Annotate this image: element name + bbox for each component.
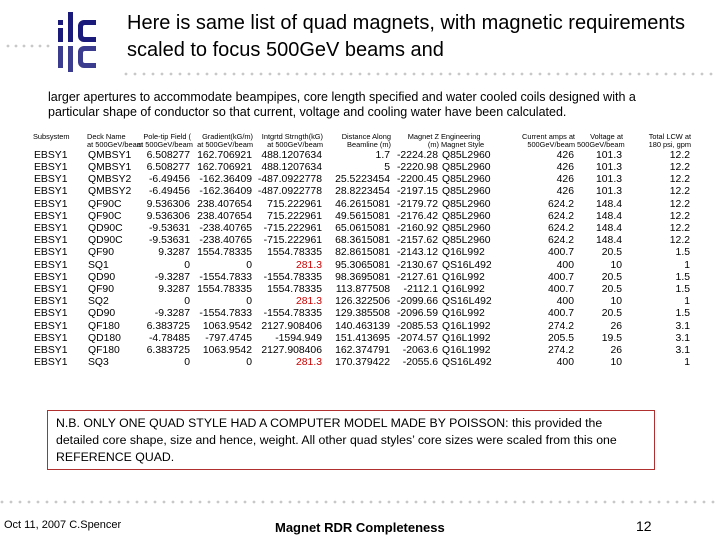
- table-cell: Q85L2960: [442, 198, 491, 210]
- table-cell: EBSY1: [34, 296, 68, 308]
- table-cell: 148.4: [595, 235, 622, 247]
- table-cell: QF90C: [88, 198, 122, 210]
- table-cell: 9.536306: [146, 198, 190, 210]
- column-header: Magnet Style: [441, 140, 485, 150]
- table-cell: QF180: [88, 345, 120, 357]
- table-cell: EBSY1: [34, 247, 68, 259]
- table-cell: 148.4: [595, 198, 622, 210]
- table-cell: 82.8615081: [335, 247, 390, 259]
- table-cell: -2063.6: [402, 345, 438, 357]
- table-cell: 0: [184, 357, 190, 369]
- table-cell: 12.2: [669, 186, 690, 198]
- table-cell: Q85L2960: [442, 210, 491, 222]
- column-header: Intgrtd Strngth(kG): [261, 132, 323, 141]
- table-row: [32, 162, 692, 174]
- table-cell: EBSY1: [34, 210, 68, 222]
- table-cell: 624.2: [547, 198, 574, 210]
- table-cell: 10: [610, 259, 622, 271]
- table-cell: QF90: [88, 284, 114, 296]
- table-cell: 101.3: [595, 162, 622, 174]
- table-cell: 12.2: [669, 149, 690, 161]
- table-cell: 1.7: [375, 149, 390, 161]
- table-cell: EBSY1: [34, 320, 68, 332]
- column-header: Subsystem: [33, 132, 70, 141]
- table-cell: SQ2: [88, 296, 109, 308]
- table-cell: 1: [684, 259, 690, 271]
- table-row: [32, 272, 692, 284]
- table-cell: -2220.98: [396, 162, 438, 174]
- table-cell: 715.222961: [267, 198, 322, 210]
- table-cell: 426: [556, 186, 574, 198]
- table-cell: 205.5: [547, 332, 574, 344]
- table-cell: EBSY1: [34, 345, 68, 357]
- table-cell: 20.5: [601, 308, 622, 320]
- table-cell: 126.322506: [335, 296, 390, 308]
- table-cell: 400: [556, 296, 574, 308]
- column-header: 180 psi, gpm: [648, 140, 691, 150]
- table-cell: 488.1207634: [261, 149, 322, 161]
- table-cell: Q16L1992: [442, 320, 491, 332]
- table-cell: 113.877508: [335, 284, 390, 296]
- table-cell: 148.4: [595, 223, 622, 235]
- table-cell: QD90C: [88, 235, 123, 247]
- table-cell: 426: [556, 174, 574, 186]
- table-cell: EBSY1: [34, 259, 68, 271]
- page-number: 12: [636, 518, 652, 534]
- table-cell: Q16L992: [442, 247, 485, 259]
- table-cell: 101.3: [595, 186, 622, 198]
- table-cell: 426: [556, 149, 574, 161]
- column-header: Distance Along: [341, 132, 391, 141]
- table-cell: 0: [246, 357, 252, 369]
- table-cell: 10: [610, 357, 622, 369]
- table-cell: 1554.78335: [197, 247, 252, 259]
- table-cell: 1: [684, 357, 690, 369]
- table-cell: -2157.62: [396, 235, 438, 247]
- table-cell: Q16L1992: [442, 345, 491, 357]
- slide-title: Here is same list of quad magnets, with magnetic requirements scaled to focus 500GeV beams and: [127, 12, 686, 61]
- table-cell: 1.5: [675, 284, 690, 296]
- table-cell: EBSY1: [34, 271, 68, 283]
- table-cell: 6.383725: [146, 345, 190, 357]
- table-cell: 26: [610, 345, 622, 357]
- table-cell: SQ1: [88, 259, 109, 271]
- table-cell: 2127.908406: [261, 345, 322, 357]
- table-cell: 1.5: [675, 308, 690, 320]
- footer-title: Magnet RDR Completeness: [275, 520, 445, 535]
- note-box: N.B. ONLY ONE QUAD STYLE HAD A COMPUTER MODEL MADE BY POISSON: this provided the detailed core shape, size and hence, weight. All other quad styles’ core sizes were scaled from this one REFERENCE QUAD.: [47, 410, 655, 470]
- table-cell: Q85L2960: [442, 174, 491, 186]
- table-cell: 101.3: [595, 174, 622, 186]
- table-cell: 12.2: [669, 198, 690, 210]
- column-header: at 500GeV/beam: [137, 140, 193, 150]
- table-cell: 95.3065081: [335, 259, 390, 271]
- table-cell: 25.5223454: [335, 174, 390, 186]
- table-row: [32, 199, 692, 211]
- table-cell: -6.49456: [148, 186, 190, 198]
- column-header: Voltage at: [590, 132, 623, 141]
- footer-date-author: Oct 11, 2007 C.Spencer: [4, 519, 122, 531]
- table-cell: Q16L992: [442, 308, 485, 320]
- table-cell: -1554.7833: [199, 271, 252, 283]
- table-cell: 274.2: [547, 320, 574, 332]
- column-header: Total LCW at: [648, 132, 691, 141]
- table-row: [32, 357, 692, 369]
- table-cell: 9.3287: [158, 247, 190, 259]
- table-cell: QS16L492: [442, 357, 492, 369]
- table-cell: 129.385508: [335, 308, 390, 320]
- table-cell: QMBSY2: [88, 174, 132, 186]
- column-header: [32, 141, 86, 149]
- table-cell: 98.3695081: [335, 271, 390, 283]
- table-cell: 1: [684, 296, 690, 308]
- table-cell: -4.78485: [148, 332, 190, 344]
- table-cell: 1063.9542: [202, 320, 252, 332]
- table-cell: 1.5: [675, 271, 690, 283]
- table-cell: QMBSY1: [88, 149, 132, 161]
- table-cell: 624.2: [547, 235, 574, 247]
- column-header: Gradient(kG/m): [202, 132, 253, 141]
- table-cell: 1063.9542: [202, 345, 252, 357]
- table-cell: Q16L992: [442, 271, 485, 283]
- table-cell: QMBSY1: [88, 162, 132, 174]
- table-cell: -1594.949: [275, 332, 322, 344]
- table-cell: -1554.78335: [263, 308, 322, 320]
- table-cell: Q85L2960: [442, 186, 491, 198]
- column-header: Beamline (m): [347, 140, 391, 150]
- intro-paragraph: larger apertures to accommodate beampipes, core length specified and water cooled coils designed with a particular shape of conductor so that current, voltage and cooling water have been calculated.: [48, 90, 636, 119]
- table-cell: EBSY1: [34, 198, 68, 210]
- column-header: Pole-tip Field (: [143, 132, 191, 141]
- table-cell: EBSY1: [34, 332, 68, 344]
- table-cell: -162.36409: [199, 174, 252, 186]
- table-cell: -715.222961: [263, 235, 322, 247]
- table-row: [32, 296, 692, 308]
- table-cell: 0: [184, 259, 190, 271]
- table-cell: EBSY1: [34, 223, 68, 235]
- table-cell: 20.5: [601, 247, 622, 259]
- table-cell: Q85L2960: [442, 223, 491, 235]
- table-cell: 238.407654: [197, 210, 252, 222]
- table-row: [32, 284, 692, 296]
- table-cell: QF90: [88, 247, 114, 259]
- table-cell: QD180: [88, 332, 121, 344]
- table-cell: 624.2: [547, 223, 574, 235]
- table-row: [32, 150, 692, 162]
- table-row: [32, 345, 692, 357]
- table-cell: 238.407654: [197, 198, 252, 210]
- table-cell: 5: [384, 162, 390, 174]
- table-cell: 2127.908406: [261, 320, 322, 332]
- table-cell: 26: [610, 320, 622, 332]
- column-header: Current amps at: [522, 132, 575, 141]
- table-cell: 68.3615081: [335, 235, 390, 247]
- table-cell: 65.0615081: [335, 223, 390, 235]
- table-cell: 1554.78335: [267, 284, 322, 296]
- table-cell: 10: [610, 296, 622, 308]
- table-cell: Q85L2960: [442, 149, 491, 161]
- table-cell: 400.7: [547, 308, 574, 320]
- table-cell: -9.53631: [148, 235, 190, 247]
- table-row: [32, 247, 692, 259]
- table-cell: 281.3: [295, 357, 322, 369]
- table-cell: 20.5: [601, 284, 622, 296]
- table-cell: 12.2: [669, 162, 690, 174]
- table-cell: 12.2: [669, 174, 690, 186]
- table-cell: 6.508277: [146, 149, 190, 161]
- table-cell: 400.7: [547, 284, 574, 296]
- table-cell: 170.379422: [335, 357, 390, 369]
- table-cell: 400: [556, 357, 574, 369]
- table-cell: 12.2: [669, 223, 690, 235]
- table-cell: 3.1: [675, 345, 690, 357]
- table-cell: 20.5: [601, 271, 622, 283]
- column-header: at 500GeV/beam: [267, 140, 323, 150]
- column-header: 500GeV/beam: [577, 140, 625, 150]
- table-cell: -1554.78335: [263, 271, 322, 283]
- table-cell: 6.508277: [146, 162, 190, 174]
- table-cell: 162.706921: [197, 162, 252, 174]
- table-cell: 488.1207634: [261, 162, 322, 174]
- table-cell: -238.40765: [199, 235, 252, 247]
- table-cell: 28.8223454: [335, 186, 390, 198]
- table-cell: Q85L2960: [442, 235, 491, 247]
- table-cell: -2160.92: [396, 223, 438, 235]
- decorative-dots-top: [124, 72, 720, 76]
- table-cell: 46.2615081: [335, 198, 390, 210]
- table-cell: -2099.66: [396, 296, 438, 308]
- table-cell: QD90C: [88, 223, 123, 235]
- table-row: [32, 235, 692, 247]
- table-cell: Q16L1992: [442, 332, 491, 344]
- table-cell: 624.2: [547, 210, 574, 222]
- table-cell: EBSY1: [34, 284, 68, 296]
- table-row: [32, 174, 692, 186]
- table-row: [32, 211, 692, 223]
- table-cell: -2130.67: [396, 259, 438, 271]
- table-cell: -2197.15: [396, 186, 438, 198]
- table-cell: 0: [246, 259, 252, 271]
- table-cell: -487.0922778: [257, 174, 322, 186]
- table-cell: -162.36409: [199, 186, 252, 198]
- table-cell: 0: [246, 296, 252, 308]
- table-cell: 140.463139: [335, 320, 390, 332]
- ilc-logo: [52, 8, 108, 74]
- table-cell: 3.1: [675, 332, 690, 344]
- table-cell: 19.5: [601, 332, 622, 344]
- table-cell: -715.222961: [263, 223, 322, 235]
- table-cell: 3.1: [675, 320, 690, 332]
- decorative-dots-left: [6, 44, 52, 48]
- table-cell: EBSY1: [34, 357, 68, 369]
- table-cell: 1.5: [675, 247, 690, 259]
- table-cell: 162.706921: [197, 149, 252, 161]
- table-cell: Q85L2960: [442, 162, 491, 174]
- table-row: [32, 333, 692, 345]
- column-header: 500GeV/beam: [527, 140, 575, 150]
- column-header: at 500GeV/beam: [87, 140, 143, 150]
- table-cell: EBSY1: [34, 186, 68, 198]
- table-cell: 0: [184, 296, 190, 308]
- table-row: [32, 308, 692, 320]
- table-cell: -2127.61: [396, 271, 438, 283]
- table-cell: -487.0922778: [257, 186, 322, 198]
- table-cell: -238.40765: [199, 223, 252, 235]
- table-row: [32, 321, 692, 333]
- column-header: Engineering: [441, 132, 481, 141]
- table-cell: -2096.59: [396, 308, 438, 320]
- table-cell: QS16L492: [442, 296, 492, 308]
- table-cell: -1554.7833: [199, 308, 252, 320]
- table-cell: -2074.57: [396, 332, 438, 344]
- table-cell: -9.53631: [148, 223, 190, 235]
- table-row: [32, 186, 692, 198]
- table-cell: 400.7: [547, 271, 574, 283]
- table-cell: QD90: [88, 308, 116, 320]
- table-cell: -797.4745: [205, 332, 252, 344]
- table-cell: EBSY1: [34, 174, 68, 186]
- table-cell: -2224.28: [396, 149, 438, 161]
- table-cell: -2143.12: [396, 247, 438, 259]
- column-header: (m): [427, 140, 439, 150]
- table-cell: 6.383725: [146, 320, 190, 332]
- table-header-row: [32, 141, 692, 149]
- table-cell: 281.3: [295, 259, 322, 271]
- table-cell: 426: [556, 162, 574, 174]
- table-cell: 715.222961: [267, 210, 322, 222]
- table-cell: SQ3: [88, 357, 109, 369]
- table-cell: 1554.78335: [267, 247, 322, 259]
- table-cell: -9.3287: [154, 271, 190, 283]
- table-cell: 400: [556, 259, 574, 271]
- table-cell: 1554.78335: [197, 284, 252, 296]
- table-cell: QF180: [88, 320, 120, 332]
- quad-magnet-table: [32, 133, 692, 369]
- table-cell: 12.2: [669, 210, 690, 222]
- table-cell: -2200.45: [396, 174, 438, 186]
- table-cell: 162.374791: [335, 345, 390, 357]
- table-cell: -6.49456: [148, 174, 190, 186]
- table-cell: 9.3287: [158, 284, 190, 296]
- table-cell: EBSY1: [34, 235, 68, 247]
- column-header: Deck Name: [87, 132, 126, 141]
- table-cell: 101.3: [595, 149, 622, 161]
- column-header: Magnet Z: [407, 132, 439, 141]
- table-cell: -2179.72: [396, 198, 438, 210]
- table-cell: 49.5615081: [335, 210, 390, 222]
- table-row: [32, 223, 692, 235]
- decorative-dots-bottom: [0, 500, 720, 504]
- table-cell: EBSY1: [34, 308, 68, 320]
- table-cell: 400.7: [547, 247, 574, 259]
- table-cell: 148.4: [595, 210, 622, 222]
- table-cell: QMBSY2: [88, 186, 132, 198]
- table-cell: QS16L492: [442, 259, 492, 271]
- table-cell: -2055.6: [402, 357, 438, 369]
- table-cell: QD90: [88, 271, 116, 283]
- table-row: [32, 260, 692, 272]
- table-cell: Q16L992: [442, 284, 485, 296]
- table-cell: QF90C: [88, 210, 122, 222]
- table-cell: -2085.53: [396, 320, 438, 332]
- table-cell: 151.413695: [335, 332, 390, 344]
- table-cell: -2112.1: [403, 284, 438, 296]
- table-cell: 274.2: [547, 345, 574, 357]
- table-cell: 9.536306: [146, 210, 190, 222]
- table-cell: EBSY1: [34, 162, 68, 174]
- table-cell: -2176.42: [396, 210, 438, 222]
- table-cell: 12.2: [669, 235, 690, 247]
- column-header: at 500GeV/beam: [197, 140, 253, 150]
- table-cell: EBSY1: [34, 149, 68, 161]
- table-cell: -9.3287: [154, 308, 190, 320]
- table-cell: 281.3: [295, 296, 322, 308]
- quad-magnet-table-container: [32, 133, 692, 369]
